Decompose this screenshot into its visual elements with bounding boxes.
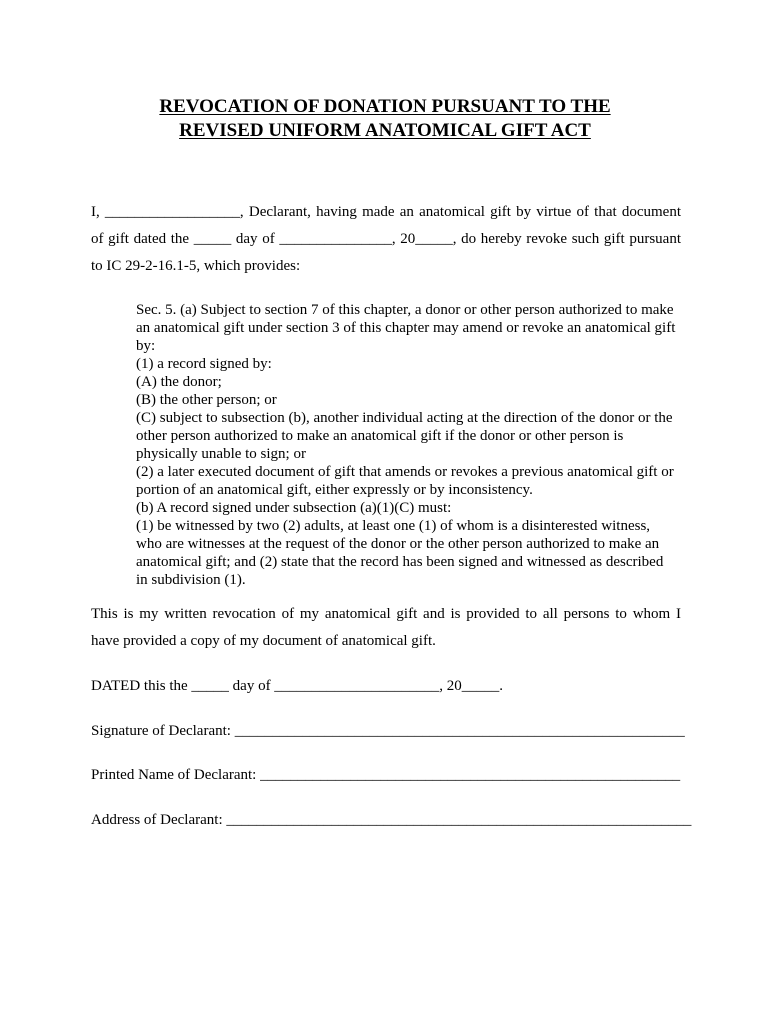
statute-line: (B) the other person; or <box>136 392 277 408</box>
statute-line: who are witnesses at the request of the donor or the other person authorized to make an <box>136 536 660 552</box>
intro-line: I, __________________, Declarant, having made an anatomical gift by virtue of that document <box>91 204 681 220</box>
statute-line: (C) subject to subsection (b), another individual acting at the direction of the donor or the <box>136 410 673 426</box>
address-line: Address of Declarant: ______________________________________________________________ <box>91 812 692 828</box>
statute-line: other person authorized to make an anatomical gift if the donor or other person is <box>136 428 624 444</box>
statute-line: Sec. 5. (a) Subject to section 7 of this chapter, a donor or other person authorized to make <box>136 302 674 318</box>
document-title-line-1: REVOCATION OF DONATION PURSUANT TO THE <box>159 96 611 117</box>
intro-paragraph <box>91 199 681 280</box>
document-title-line-2: REVISED UNIFORM ANATOMICAL GIFT ACT <box>179 120 591 141</box>
statute-line: portion of an anatomical gift, either expressly or by inconsistency. <box>136 482 533 498</box>
statute-line: an anatomical gift under section 3 of this chapter may amend or revoke an anatomical gift <box>136 320 676 336</box>
dated-line: DATED this the _____ day of ______________________, 20_____. <box>91 678 504 694</box>
closing-line: have provided a copy of my document of anatomical gift. <box>91 633 436 649</box>
statute-line: in subdivision (1). <box>136 572 246 588</box>
statute-line: by: <box>136 338 156 354</box>
statute-line: (A) the donor; <box>136 374 222 390</box>
closing-line: This is my written revocation of my anatomical gift and is provided to all persons to whom I <box>91 606 681 622</box>
statute-line: (2) a later executed document of gift that amends or revokes a previous anatomical gift or <box>136 464 674 480</box>
statute-line: physically unable to sign; or <box>136 446 306 462</box>
statute-line: anatomical gift; and (2) state that the record has been signed and witnessed as described <box>136 554 664 570</box>
statute-quote <box>136 301 686 589</box>
statute-line: (1) a record signed by: <box>136 356 272 372</box>
intro-line: to IC 29-2-16.1-5, which provides: <box>91 258 301 274</box>
printed-name-line: Printed Name of Declarant: ________________________________________________________ <box>91 767 681 783</box>
signature-line: Signature of Declarant: ____________________________________________________________ <box>91 723 685 739</box>
statute-line: (b) A record signed under subsection (a)(1)(C) must: <box>136 500 452 516</box>
closing-paragraph <box>91 601 681 655</box>
intro-line: of gift dated the _____ day of _______________, 20_____, do hereby revoke such gift pursuant <box>91 231 681 247</box>
statute-line: (1) be witnessed by two (2) adults, at least one (1) of whom is a disinterested witness, <box>136 518 651 534</box>
